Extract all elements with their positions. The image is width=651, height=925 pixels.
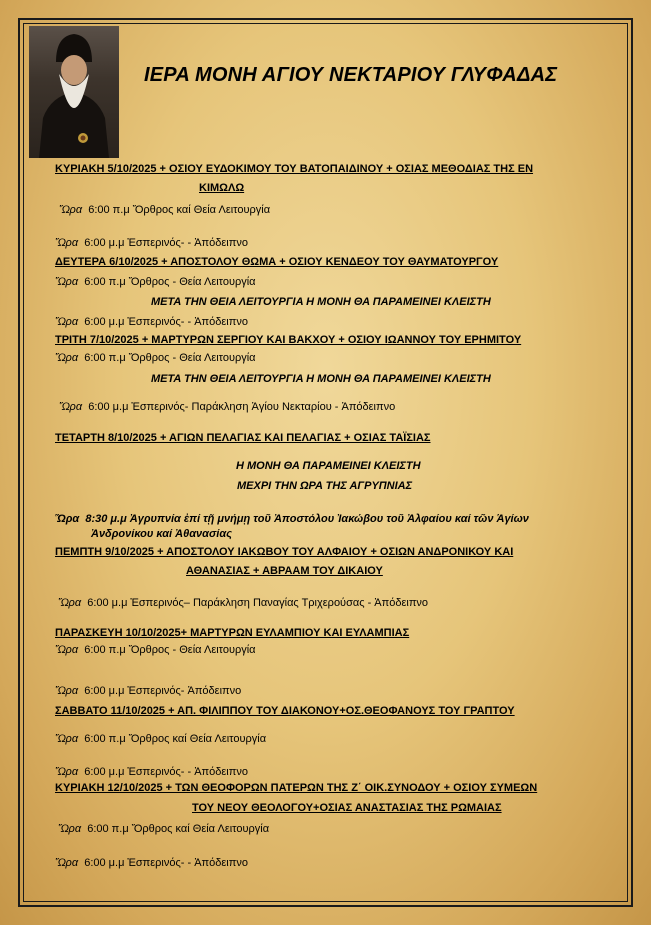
service-line xyxy=(58,597,428,610)
hour-label: Ὥρα xyxy=(55,685,79,697)
service-text: 6:00 π.μ Ὄρθρος καί Θεία Λειτουργία xyxy=(88,204,271,216)
service-line xyxy=(59,204,270,217)
vigil-line-cont: Ἀνδρονίκου καί Ἀθανασίας xyxy=(91,528,233,540)
service-text: 6:00 μ.μ Ἑσπερινός- - Ἀπόδειπνο xyxy=(84,766,248,778)
service-line xyxy=(58,823,269,836)
service-text: 6:00 π.μ Ὄρθρος καί Θεία Λειτουργία xyxy=(87,823,270,835)
saint-portrait xyxy=(29,26,119,158)
day-heading: ΤΕΤΑΡΤΗ 8/10/2025 + ΑΓΙΩΝ ΠΕΛΑΓΙΑΣ ΚΑΙ ΠΕΛΑΓΙΑΣ + ΟΣΙΑΣ ΤΑΪΣΙΑΣ xyxy=(55,432,431,444)
service-line xyxy=(55,733,266,746)
day-heading-cont: ΑΘΑΝΑΣΙΑΣ + ΑΒΡΑΑΜ ΤΟΥ ΔΙΚΑΙΟΥ xyxy=(186,565,383,577)
service-text: 6:00 π.μ Ὄρθρος - Θεία Λειτουργία xyxy=(84,352,256,364)
service-text: 6:00 μ.μ Ἑσπερινός- Ἀπόδειπνο xyxy=(84,685,242,697)
service-text: 6:00 μ.μ Ἑσπερινός- - Ἀπόδειπνο xyxy=(84,316,248,328)
service-line xyxy=(55,685,241,698)
day-heading: ΣΑΒΒΑΤΟ 11/10/2025 + ΑΠ. ΦΙΛΙΠΠΟΥ ΤΟΥ ΔΙΑΚΟΝΟΥ+ΟΣ.ΘΕΟΦΑΝΟΥΣ ΤΟΥ ΓΡΑΠΤΟΥ xyxy=(55,705,515,717)
closure-notice: ΜΕΤΑ ΤΗΝ ΘΕΙΑ ΛΕΙΤΟΥΡΓΙΑ Η ΜΟΝΗ ΘΑ ΠΑΡΑΜΕΙΝΕΙ ΚΛΕΙΣΤΗ xyxy=(151,296,491,308)
service-text: 6:00 μ.μ Ἑσπερινός– Παράκληση Παναγίας Τριχερούσας - Ἀπόδειπνο xyxy=(87,597,429,609)
service-line xyxy=(55,766,248,779)
service-text: 6:00 π.μ Ὄρθρος - Θεία Λειτουργία xyxy=(84,276,256,288)
hour-label: Ὥρα xyxy=(58,597,82,609)
day-heading: ΤΡΙΤΗ 7/10/2025 + ΜΑΡΤΥΡΩΝ ΣΕΡΓΙΟΥ ΚΑΙ ΒΑΚΧΟΥ + ΟΣΙΟΥ ΙΩΑΝΝΟΥ ΤΟΥ ΕΡΗΜΙΤΟΥ xyxy=(55,334,522,346)
vigil-line xyxy=(55,513,529,526)
service-line xyxy=(59,401,395,414)
day-heading: ΠΕΜΠΤΗ 9/10/2025 + ΑΠΟΣΤΟΛΟΥ ΙΑΚΩΒΟΥ ΤΟΥ ΑΛΦΑΙΟΥ + ΟΣΙΩΝ ΑΝΔΡΟΝΙΚΟΥ ΚΑΙ xyxy=(55,546,514,558)
hour-label: Ὥρα xyxy=(55,766,79,778)
service-line xyxy=(55,316,248,329)
day-heading: ΚΥΡΙΑΚΗ 12/10/2025 + ΤΩΝ ΘΕΟΦΟΡΩΝ ΠΑΤΕΡΩΝ ΤΗΣ Ζ΄ ΟΙΚ.ΣΥΝΟΔΟΥ + ΟΣΙΟΥ ΣΥΜΕΩΝ xyxy=(55,782,538,794)
service-text: 6:00 μ.μ Ἑσπερινός- - Ἀπόδειπνο xyxy=(84,857,248,869)
service-text: 6:00 π.μ Ὄρθρος - Θεία Λειτουργία xyxy=(84,644,256,656)
service-text: 8:30 μ.μ Ἀγρυπνία ἐπί τῇ μνήμῃ τοῦ Ἀποστόλου Ἰακώβου τοῦ Ἀλφαίου καί τῶν Ἁγίων xyxy=(85,513,529,525)
day-heading: ΠΑΡΑΣΚΕΥΗ 10/10/2025+ ΜΑΡΤΥΡΩΝ ΕΥΛΑΜΠΙΟΥ ΚΑΙ ΕΥΛΑΜΠΙΑΣ xyxy=(55,627,410,639)
hour-label: Ὥρα xyxy=(55,276,79,288)
closure-notice: ΜΕΧΡΙ ΤΗΝ ΩΡΑ ΤΗΣ ΑΓΡΥΠΝΙΑΣ xyxy=(237,480,413,492)
service-line xyxy=(55,352,256,365)
hour-label: Ὥρα xyxy=(55,513,80,525)
service-text: 6:00 π.μ Ὄρθρος καί Θεία Λειτουργία xyxy=(84,733,267,745)
closure-notice: Η ΜΟΝΗ ΘΑ ΠΑΡΑΜΕΙΝΕΙ ΚΛΕΙΣΤΗ xyxy=(236,460,421,472)
hour-label: Ὥρα xyxy=(55,644,79,656)
service-line xyxy=(55,237,248,250)
service-line xyxy=(55,857,248,870)
service-line xyxy=(55,276,256,289)
day-heading-cont: ΤΟΥ ΝΕΟΥ ΘΕΟΛΟΓΟΥ+ΟΣΙΑΣ ΑΝΑΣΤΑΣΙΑΣ ΤΗΣ ΡΩΜΑΙΑΣ xyxy=(192,802,502,814)
service-text: 6:00 μ.μ Ἑσπερινός- Παράκληση Ἁγίου Νεκταρίου - Ἀπόδειπνο xyxy=(88,401,396,413)
page-title: ΙΕΡΑ ΜΟΝΗ ΑΓΙΟΥ ΝΕΚΤΑΡΙΟΥ ΓΛΥΦΑΔΑΣ xyxy=(144,64,558,86)
hour-label: Ὥρα xyxy=(55,352,79,364)
day-heading-cont: ΚΙΜΩΛΩ xyxy=(199,182,245,194)
service-text: 6:00 μ.μ Ἑσπερινός- - Ἀπόδειπνο xyxy=(84,237,248,249)
hour-label: Ὥρα xyxy=(59,204,83,216)
hour-label: Ὥρα xyxy=(55,237,79,249)
day-heading: ΚΥΡΙΑΚΗ 5/10/2025 + ΟΣΙΟΥ ΕΥΔΟΚΙΜΟΥ ΤΟΥ ΒΑΤΟΠΑΙΔΙΝΟΥ + ΟΣΙΑΣ ΜΕΘΟΔΙΑΣ ΤΗΣ ΕΝ xyxy=(55,163,534,175)
hour-label: Ὥρα xyxy=(55,316,79,328)
hour-label: Ὥρα xyxy=(55,733,79,745)
service-line xyxy=(55,644,256,657)
hour-label: Ὥρα xyxy=(58,823,82,835)
day-heading: ΔΕΥΤΕΡΑ 6/10/2025 + ΑΠΟΣΤΟΛΟΥ ΘΩΜΑ + ΟΣΙΟΥ ΚΕΝΔΕΟΥ ΤΟΥ ΘΑΥΜΑΤΟΥΡΓΟΥ xyxy=(55,256,499,268)
closure-notice: ΜΕΤΑ ΤΗΝ ΘΕΙΑ ΛΕΙΤΟΥΡΓΙΑ Η ΜΟΝΗ ΘΑ ΠΑΡΑΜΕΙΝΕΙ ΚΛΕΙΣΤΗ xyxy=(151,373,491,385)
hour-label: Ὥρα xyxy=(59,401,83,413)
hour-label: Ὥρα xyxy=(55,857,79,869)
